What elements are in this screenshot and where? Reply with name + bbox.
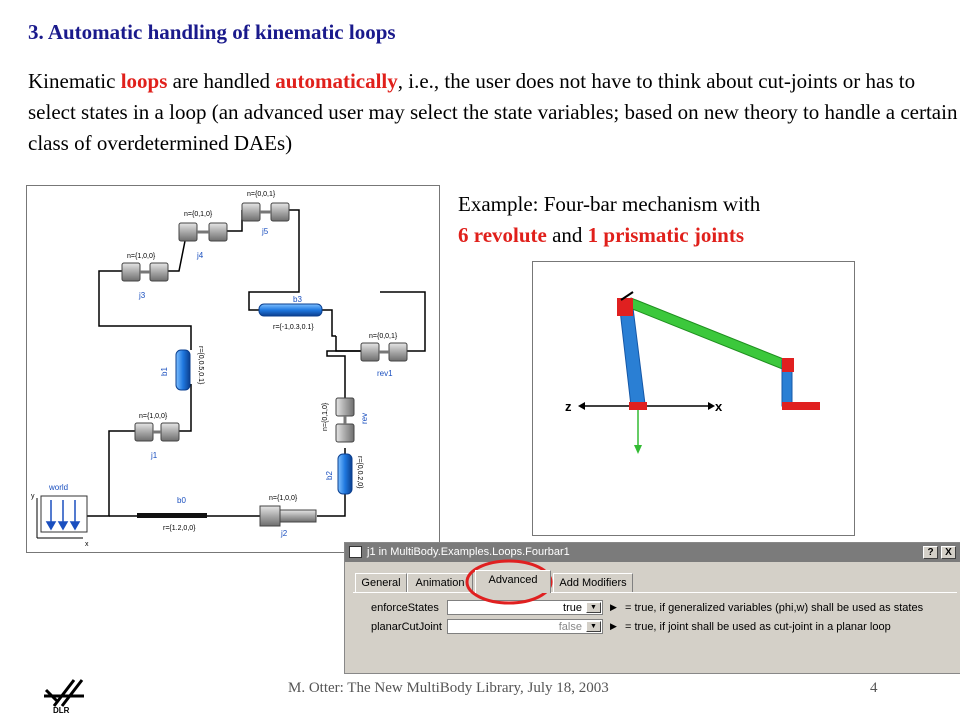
j5-joint-right[interactable] xyxy=(271,203,289,221)
page-number: 4 xyxy=(870,680,878,696)
tab-content xyxy=(353,592,957,672)
b0-body[interactable] xyxy=(137,513,207,518)
j2-label: j2 xyxy=(281,529,288,538)
j3-joint-right[interactable] xyxy=(150,263,168,281)
j1-label: j1 xyxy=(151,451,158,460)
base-joint[interactable] xyxy=(629,402,647,410)
intro-text-3: , i.e., the user does not have to think about cut-joints or has to select states in a loop (an advanced user may select the state variables; based on new theory to handle a certain class of overdetermined DAEs) xyxy=(28,69,958,155)
example-and: and xyxy=(546,223,588,247)
world-y-label: y xyxy=(31,493,35,500)
world-label: world xyxy=(49,483,69,492)
x-axis-label: x xyxy=(715,399,723,414)
help-button[interactable]: ? xyxy=(923,546,938,559)
b2-body[interactable] xyxy=(338,454,352,494)
top-joint[interactable] xyxy=(617,298,633,316)
intro-text-2: are handled xyxy=(167,69,276,93)
example-prismatic: 1 prismatic joints xyxy=(587,223,744,247)
j5-axis-label: n={0,0,1} xyxy=(247,191,276,198)
rev-joint-bottom[interactable] xyxy=(336,424,354,442)
j4-label: j4 xyxy=(197,251,204,260)
enforce-states-menu-arrow-icon[interactable]: ▶ xyxy=(610,602,617,612)
intro-text-1: Kinematic xyxy=(28,69,121,93)
intro-paragraph xyxy=(28,66,958,159)
planar-cut-joint-menu-arrow-icon[interactable]: ▶ xyxy=(610,621,617,631)
j4-joint-left[interactable] xyxy=(179,223,197,241)
chevron-down-icon[interactable]: ▼ xyxy=(586,621,601,632)
slide-heading: 3. Automatic handling of kinematic loops xyxy=(28,20,396,44)
dialog-title: j1 in MultiBody.Examples.Loops.Fourbar1 xyxy=(367,546,570,558)
chevron-down-icon[interactable]: ▼ xyxy=(586,602,601,613)
j5-joint-left[interactable] xyxy=(242,203,260,221)
dlr-logo-text: DLR xyxy=(53,706,70,714)
rev1-joint-right[interactable] xyxy=(389,343,407,361)
world-x-label: x xyxy=(85,541,89,548)
intro-automatically-highlight: automatically xyxy=(275,69,398,93)
rev-axis-label: n={0,1,0} xyxy=(322,402,329,431)
planar-cut-joint-value: false xyxy=(558,621,582,633)
planar-cut-joint-field[interactable] xyxy=(447,619,603,634)
b3-label: b3 xyxy=(293,295,302,304)
dialog-window-icon xyxy=(349,546,362,558)
close-button[interactable]: X xyxy=(941,546,956,559)
enforce-states-description: = true, if generalized variables (phi,w) shall be used as states xyxy=(625,602,924,614)
b1-body[interactable] xyxy=(176,350,190,390)
b1-label: b1 xyxy=(160,367,169,376)
z-axis-label: z xyxy=(565,399,572,414)
j2-axis-label: n={1,0,0} xyxy=(269,495,298,502)
crank-link[interactable] xyxy=(620,308,645,406)
b2-label: b2 xyxy=(325,471,334,480)
j4-joint-right[interactable] xyxy=(209,223,227,241)
j3-joint-left[interactable] xyxy=(122,263,140,281)
tab-animation[interactable]: Animation xyxy=(407,573,473,592)
rev1-label: rev1 xyxy=(377,369,393,378)
j1-axis-label: n={1,0,0} xyxy=(139,413,168,420)
enforce-states-value: true xyxy=(563,602,582,614)
diagram-svg xyxy=(27,186,439,552)
example-line-1: Example: Four-bar mechanism with xyxy=(458,192,761,216)
tab-advanced[interactable]: Advanced xyxy=(475,570,551,593)
example-caption xyxy=(458,189,760,251)
b1-vector-label: r={0,0.5,0.1} xyxy=(197,346,204,385)
intro-loops-highlight: loops xyxy=(120,69,168,93)
coupler-bar[interactable] xyxy=(625,298,791,370)
b0-vector-label: r={1.2,0,0} xyxy=(163,525,196,532)
mechanism-svg xyxy=(533,262,854,535)
tab-add-modifiers[interactable]: Add Modifiers xyxy=(553,573,633,592)
example-line-2 xyxy=(458,220,760,251)
rev-joint-top[interactable] xyxy=(336,398,354,416)
parameter-dialog xyxy=(344,542,960,674)
j2-prismatic-slider[interactable] xyxy=(280,510,316,522)
j2-prismatic-housing[interactable] xyxy=(260,506,280,526)
ground-slider[interactable] xyxy=(782,402,820,410)
j1-joint-right[interactable] xyxy=(161,423,179,441)
j3-axis-label: n={1,0,0} xyxy=(127,253,156,260)
b3-body[interactable] xyxy=(259,304,322,316)
tab-general[interactable]: General xyxy=(355,573,407,592)
rev1-axis-label: n={0,0,1} xyxy=(369,333,398,340)
rev-label: rev xyxy=(360,412,369,424)
dlr-logo xyxy=(36,672,92,714)
b2-vector-label: r={0,0.2,0} xyxy=(356,456,363,489)
j5-label: j5 xyxy=(262,227,269,236)
fourbar-model-diagram xyxy=(26,185,440,553)
fourbar-3d-view xyxy=(532,261,855,536)
example-revolute: 6 revolute xyxy=(458,223,547,247)
j4-axis-label: n={0,1,0} xyxy=(184,211,213,218)
planar-cut-joint-description: = true, if joint shall be used as cut-joint in a planar loop xyxy=(625,621,891,633)
rev1-joint-left[interactable] xyxy=(361,343,379,361)
rocker-joint[interactable] xyxy=(782,358,794,372)
j1-joint-left[interactable] xyxy=(135,423,153,441)
b3-vector-label: r={-1,0.3,0.1} xyxy=(273,324,314,331)
enforce-states-label: enforceStates xyxy=(371,602,439,614)
j3-label: j3 xyxy=(139,291,146,300)
planar-cut-joint-label: planarCutJoint xyxy=(371,621,442,633)
footer-text: M. Otter: The New MultiBody Library, July 18, 2003 xyxy=(288,680,609,696)
dialog-titlebar[interactable] xyxy=(345,543,960,562)
b0-label: b0 xyxy=(177,496,186,505)
